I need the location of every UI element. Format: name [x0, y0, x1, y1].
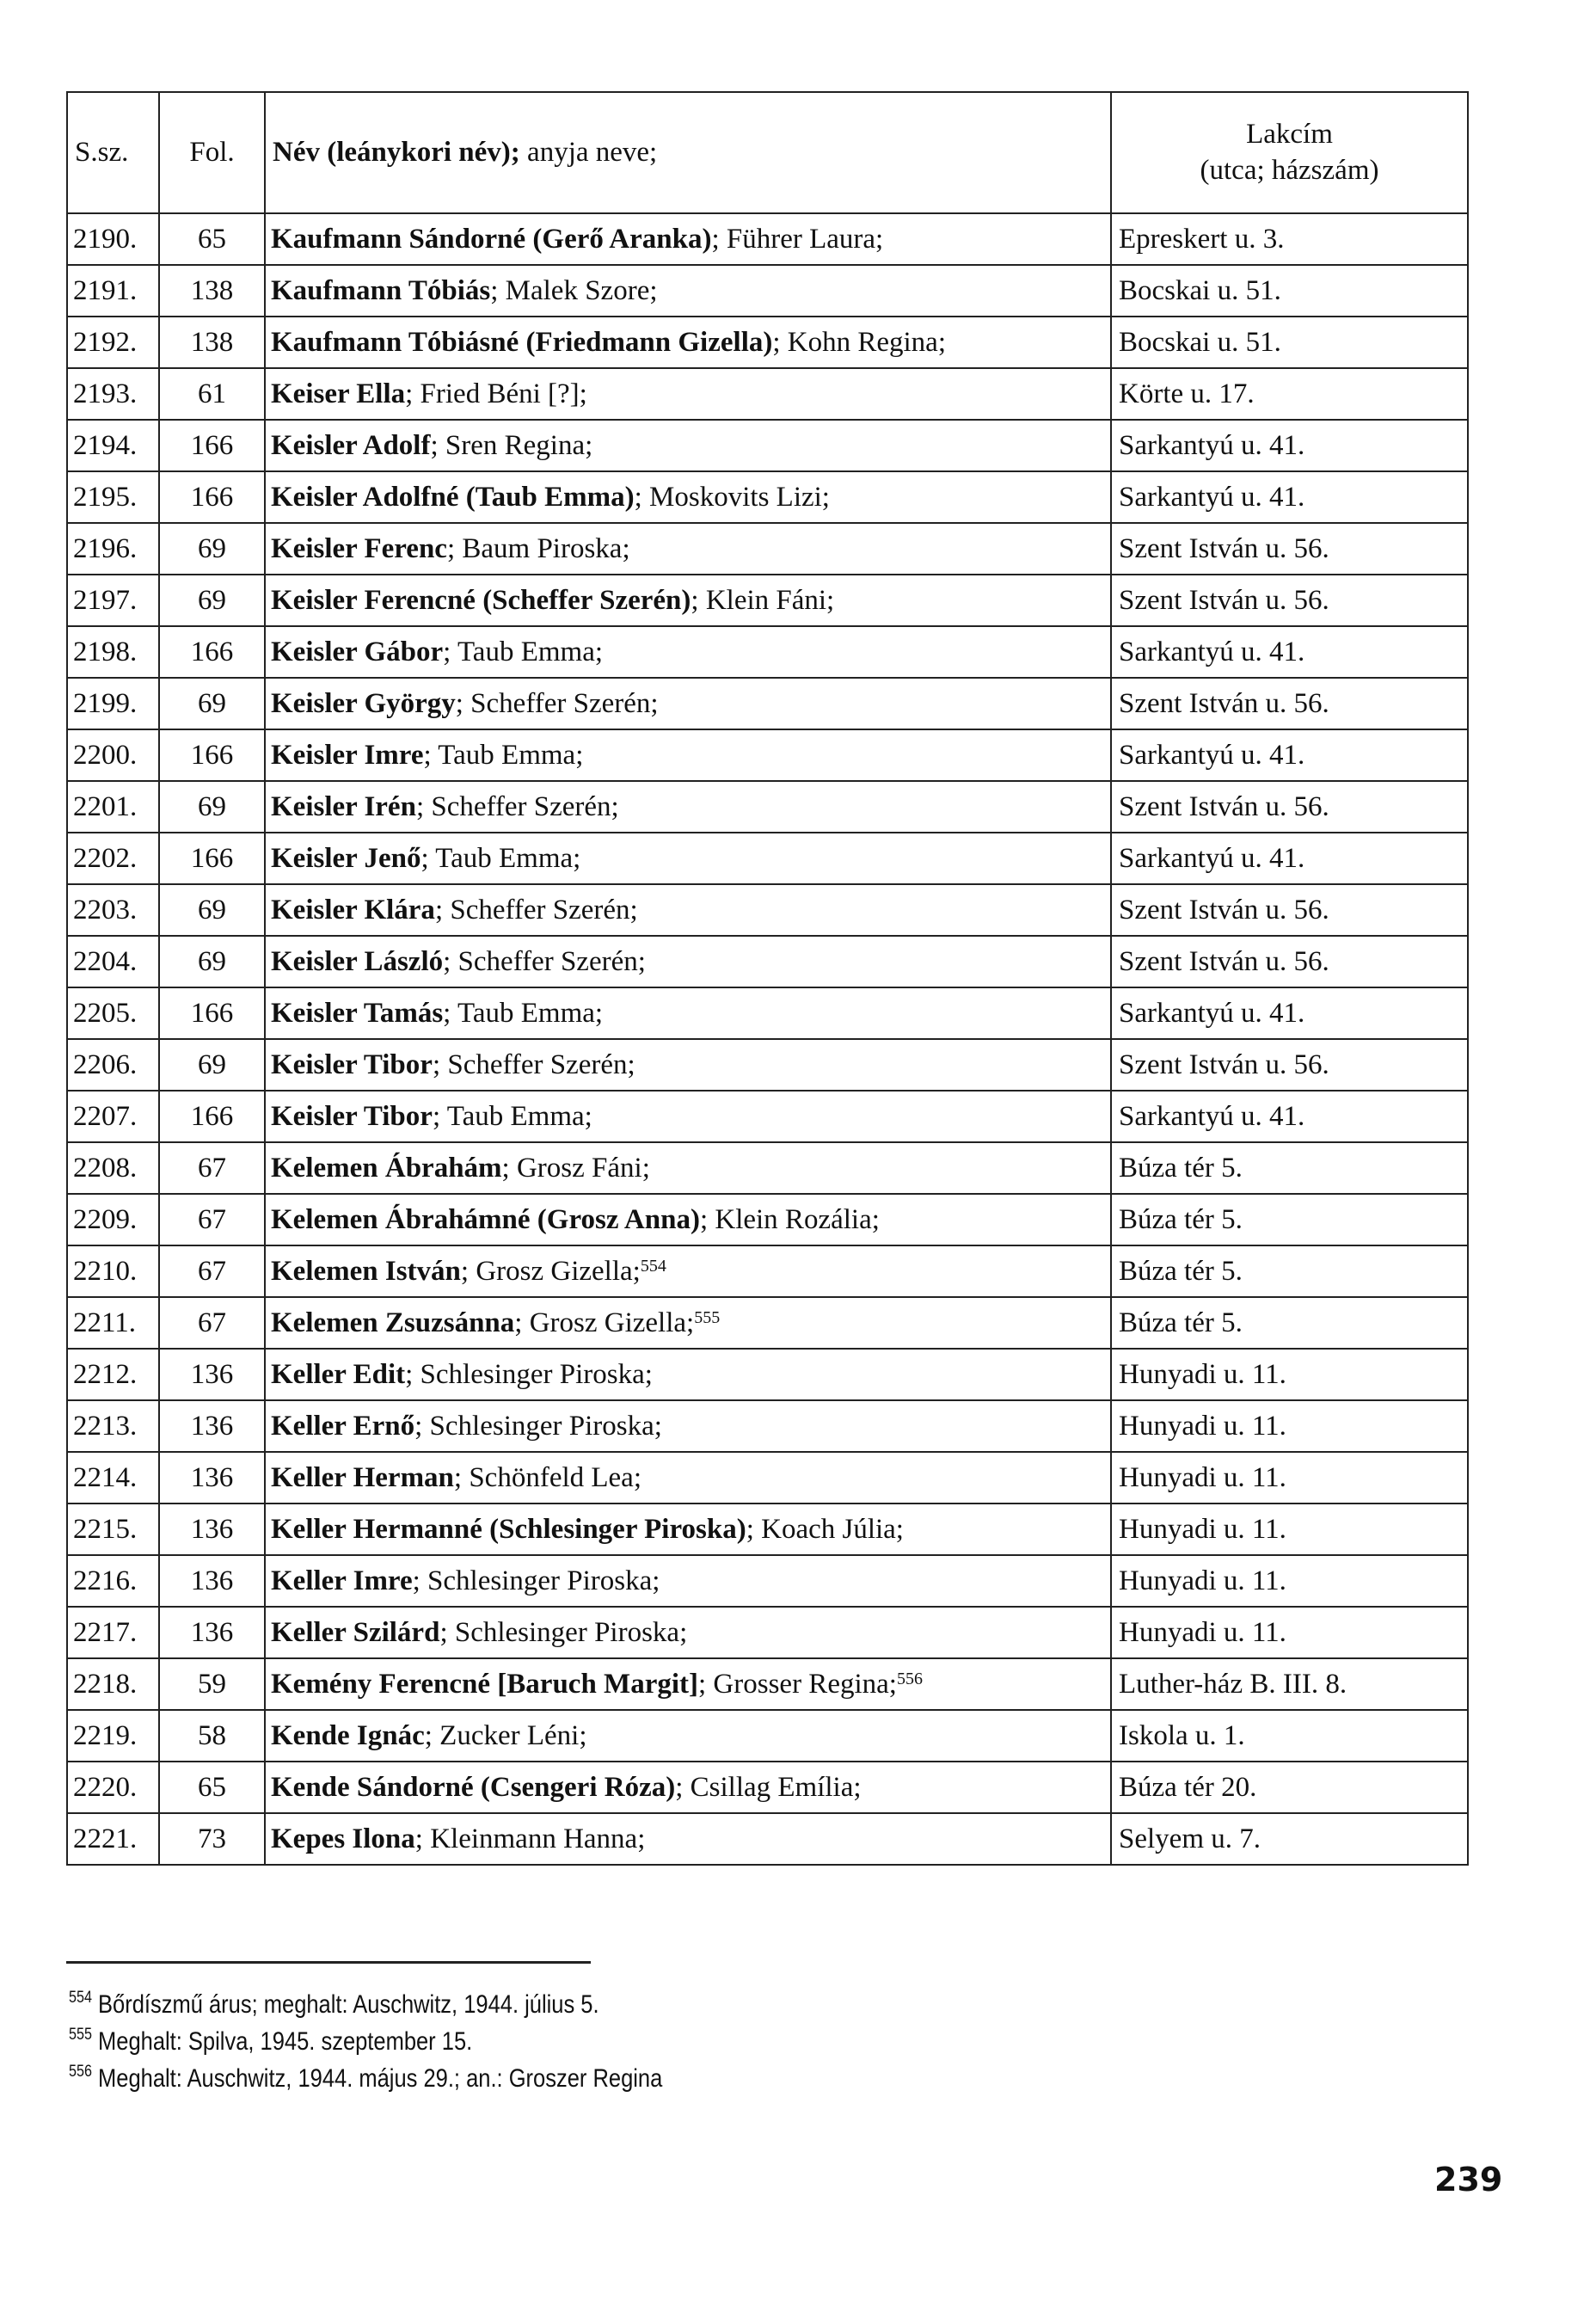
- serial-number: 2199.: [67, 678, 159, 729]
- table-row: [67, 729, 1468, 781]
- address: Hunyadi u. 11.: [1111, 1400, 1468, 1452]
- person-name: Keisler Tibor: [271, 1048, 433, 1080]
- footnote: [69, 1989, 599, 2020]
- header-address-line2: (utca; házszám): [1200, 154, 1379, 186]
- folio: 61: [159, 368, 265, 420]
- name-cell: [265, 1091, 1111, 1142]
- folio: 136: [159, 1504, 265, 1555]
- mother-name: ; Klein Rozália;: [699, 1203, 880, 1235]
- serial-number: 2210.: [67, 1245, 159, 1297]
- name-cell: [265, 1452, 1111, 1504]
- name-cell: [265, 523, 1111, 575]
- mother-name: ; Schönfeld Lea;: [453, 1461, 641, 1493]
- footnote-text: Meghalt: Auschwitz, 1944. május 29.; an.: Groszer Regina: [98, 2064, 663, 2093]
- header-name: [265, 92, 1111, 213]
- name-cell: [265, 1039, 1111, 1091]
- serial-number: 2209.: [67, 1194, 159, 1245]
- mother-name: ; Csillag Emília;: [675, 1771, 862, 1803]
- person-name: Keisler Adolfné (Taub Emma): [271, 481, 635, 513]
- person-name: Keisler Gábor: [271, 636, 444, 667]
- folio: 166: [159, 626, 265, 678]
- table-row: [67, 1142, 1468, 1194]
- table-row: [67, 1658, 1468, 1710]
- mother-name: ; Moskovits Lizi;: [634, 481, 830, 513]
- footnote: [69, 2026, 472, 2057]
- address: Szent István u. 56.: [1111, 936, 1468, 987]
- folio: 166: [159, 833, 265, 884]
- serial-number: 2204.: [67, 936, 159, 987]
- serial-number: 2218.: [67, 1658, 159, 1710]
- name-cell: [265, 729, 1111, 781]
- mother-name: ; Scheffer Szerén;: [434, 894, 638, 925]
- serial-number: 2202.: [67, 833, 159, 884]
- folio: 69: [159, 575, 265, 626]
- address: Hunyadi u. 11.: [1111, 1504, 1468, 1555]
- footnote-ref: 555: [694, 1307, 721, 1327]
- address: Sarkantyú u. 41.: [1111, 471, 1468, 523]
- mother-name: ; Sren Regina;: [430, 429, 593, 461]
- footnote-text: Meghalt: Spilva, 1945. szeptember 15.: [98, 2027, 473, 2056]
- mother-name: ; Grosz Fáni;: [501, 1152, 650, 1184]
- address: Sarkantyú u. 41.: [1111, 626, 1468, 678]
- person-name: Keisler Irén: [271, 790, 416, 822]
- mother-name: ; Grosz Gizella;: [460, 1255, 641, 1287]
- person-name: Kende Ignác: [271, 1719, 425, 1751]
- mother-name: ; Scheffer Szerén;: [432, 1048, 635, 1080]
- folio: 138: [159, 317, 265, 368]
- folio: 136: [159, 1400, 265, 1452]
- table-row: [67, 471, 1468, 523]
- serial-number: 2197.: [67, 575, 159, 626]
- folio: 166: [159, 729, 265, 781]
- mother-name: ; Taub Emma;: [423, 739, 584, 771]
- address: Iskola u. 1.: [1111, 1710, 1468, 1762]
- table-row: [67, 936, 1468, 987]
- footnote: [69, 2063, 662, 2094]
- table-row: [67, 884, 1468, 936]
- name-cell: [265, 317, 1111, 368]
- folio: 67: [159, 1245, 265, 1297]
- serial-number: 2205.: [67, 987, 159, 1039]
- name-cell: [265, 1245, 1111, 1297]
- mother-name: ; Taub Emma;: [443, 636, 604, 667]
- mother-name: ; Schlesinger Piroska;: [405, 1358, 653, 1390]
- folio: 73: [159, 1813, 265, 1865]
- name-cell: [265, 1142, 1111, 1194]
- serial-number: 2193.: [67, 368, 159, 420]
- register-table: [66, 91, 1469, 1866]
- person-name: Kende Sándorné (Csengeri Róza): [271, 1771, 676, 1803]
- header-fol: Fol.: [159, 92, 265, 213]
- folio: 136: [159, 1349, 265, 1400]
- table-row: [67, 1245, 1468, 1297]
- table-row: [67, 1762, 1468, 1813]
- table-row: [67, 1452, 1468, 1504]
- footnote-divider: [66, 1961, 591, 1964]
- person-name: Keisler Tamás: [271, 997, 444, 1029]
- serial-number: 2206.: [67, 1039, 159, 1091]
- folio: 69: [159, 884, 265, 936]
- header-name-bold: Név (leánykori név);: [273, 137, 520, 168]
- folio: 69: [159, 1039, 265, 1091]
- mother-name: ; Koach Júlia;: [746, 1513, 904, 1545]
- name-cell: [265, 1349, 1111, 1400]
- address: Szent István u. 56.: [1111, 678, 1468, 729]
- header-address: [1111, 92, 1468, 213]
- table-row: [67, 265, 1468, 317]
- table-row: [67, 1504, 1468, 1555]
- address: Sarkantyú u. 41.: [1111, 420, 1468, 471]
- person-name: Keisler Imre: [271, 739, 424, 771]
- person-name: Keisler László: [271, 945, 444, 977]
- mother-name: ; Scheffer Szerén;: [455, 687, 659, 719]
- table-row: [67, 781, 1468, 833]
- person-name: Keller Szilárd: [271, 1616, 440, 1648]
- footnote-number: 555: [69, 2026, 92, 2044]
- name-cell: [265, 626, 1111, 678]
- folio: 65: [159, 1762, 265, 1813]
- address: Luther-ház B. III. 8.: [1111, 1658, 1468, 1710]
- serial-number: 2191.: [67, 265, 159, 317]
- footnote-number: 554: [69, 1989, 92, 2007]
- person-name: Keller Hermanné (Schlesinger Piroska): [271, 1513, 746, 1545]
- table-row: [67, 1297, 1468, 1349]
- address: Búza tér 5.: [1111, 1194, 1468, 1245]
- page-number: 239: [1434, 2161, 1503, 2198]
- mother-name: ; Kleinmann Hanna;: [414, 1823, 646, 1854]
- folio: 166: [159, 420, 265, 471]
- header-name-rest: anyja neve;: [519, 137, 658, 168]
- person-name: Keisler Jenő: [271, 842, 421, 874]
- mother-name: ; Grosz Gizella;: [514, 1307, 695, 1338]
- serial-number: 2221.: [67, 1813, 159, 1865]
- address: Sarkantyú u. 41.: [1111, 987, 1468, 1039]
- mother-name: ; Baum Piroska;: [446, 532, 630, 564]
- table-row: [67, 575, 1468, 626]
- address: Sarkantyú u. 41.: [1111, 729, 1468, 781]
- serial-number: 2201.: [67, 781, 159, 833]
- folio: 136: [159, 1452, 265, 1504]
- mother-name: ; Zucker Léni;: [424, 1719, 587, 1751]
- table-row: [67, 420, 1468, 471]
- serial-number: 2216.: [67, 1555, 159, 1607]
- address: Búza tér 5.: [1111, 1142, 1468, 1194]
- folio: 136: [159, 1555, 265, 1607]
- person-name: Keisler Ferenc: [271, 532, 447, 564]
- table-row: [67, 1710, 1468, 1762]
- serial-number: 2190.: [67, 213, 159, 265]
- serial-number: 2194.: [67, 420, 159, 471]
- address: Hunyadi u. 11.: [1111, 1607, 1468, 1658]
- person-name: Keller Imre: [271, 1565, 413, 1596]
- table-body: [67, 213, 1468, 1865]
- name-cell: [265, 1400, 1111, 1452]
- address: Sarkantyú u. 41.: [1111, 833, 1468, 884]
- mother-name: ; Schlesinger Piroska;: [414, 1410, 662, 1442]
- person-name: Keisler György: [271, 687, 456, 719]
- table-row: [67, 1813, 1468, 1865]
- folio: 69: [159, 936, 265, 987]
- header-ssz: S.sz.: [67, 92, 159, 213]
- folio: 59: [159, 1658, 265, 1710]
- name-cell: [265, 265, 1111, 317]
- person-name: Kelemen István: [271, 1255, 461, 1287]
- name-cell: [265, 1194, 1111, 1245]
- table-row: [67, 1349, 1468, 1400]
- person-name: Kelemen Ábrahám: [271, 1152, 502, 1184]
- folio: 166: [159, 471, 265, 523]
- mother-name: ; Führer Laura;: [711, 223, 884, 255]
- table-row: [67, 213, 1468, 265]
- person-name: Keiser Ella: [271, 378, 406, 409]
- header-address-line1: Lakcím: [1246, 119, 1333, 151]
- person-name: Kepes Ilona: [271, 1823, 415, 1854]
- mother-name: ; Taub Emma;: [432, 1100, 592, 1132]
- table-row: [67, 1194, 1468, 1245]
- serial-number: 2196.: [67, 523, 159, 575]
- name-cell: [265, 213, 1111, 265]
- name-cell: [265, 781, 1111, 833]
- name-cell: [265, 987, 1111, 1039]
- mother-name: ; Klein Fáni;: [691, 584, 835, 616]
- person-name: Kelemen Ábrahámné (Grosz Anna): [271, 1203, 700, 1235]
- address: Bocskai u. 51.: [1111, 265, 1468, 317]
- name-cell: [265, 575, 1111, 626]
- serial-number: 2213.: [67, 1400, 159, 1452]
- serial-number: 2211.: [67, 1297, 159, 1349]
- footnote-ref: 554: [640, 1256, 666, 1276]
- name-cell: [265, 1813, 1111, 1865]
- table-row: [67, 1039, 1468, 1091]
- person-name: Kaufmann Tóbiásné (Friedmann Gizella): [271, 326, 773, 358]
- name-cell: [265, 1762, 1111, 1813]
- person-name: Keisler Ferencné (Scheffer Szerén): [271, 584, 691, 616]
- serial-number: 2212.: [67, 1349, 159, 1400]
- address: Szent István u. 56.: [1111, 781, 1468, 833]
- address: Körte u. 17.: [1111, 368, 1468, 420]
- mother-name: ; Grosser Regina;: [698, 1668, 897, 1700]
- serial-number: 2192.: [67, 317, 159, 368]
- name-cell: [265, 471, 1111, 523]
- folio: 166: [159, 1091, 265, 1142]
- address: Szent István u. 56.: [1111, 884, 1468, 936]
- name-cell: [265, 1555, 1111, 1607]
- address: Szent István u. 56.: [1111, 575, 1468, 626]
- serial-number: 2198.: [67, 626, 159, 678]
- table-row: [67, 1091, 1468, 1142]
- table-row: [67, 317, 1468, 368]
- table-row: [67, 626, 1468, 678]
- table-header: [67, 92, 1468, 213]
- folio: 67: [159, 1297, 265, 1349]
- address: Hunyadi u. 11.: [1111, 1452, 1468, 1504]
- serial-number: 2195.: [67, 471, 159, 523]
- serial-number: 2214.: [67, 1452, 159, 1504]
- folio: 136: [159, 1607, 265, 1658]
- mother-name: ; Scheffer Szerén;: [443, 945, 646, 977]
- table-row: [67, 987, 1468, 1039]
- name-cell: [265, 1710, 1111, 1762]
- mother-name: ; Taub Emma;: [443, 997, 604, 1029]
- name-cell: [265, 1658, 1111, 1710]
- name-cell: [265, 420, 1111, 471]
- name-cell: [265, 368, 1111, 420]
- address: Hunyadi u. 11.: [1111, 1349, 1468, 1400]
- serial-number: 2217.: [67, 1607, 159, 1658]
- mother-name: ; Scheffer Szerén;: [415, 790, 619, 822]
- table-row: [67, 523, 1468, 575]
- name-cell: [265, 884, 1111, 936]
- footnote-text: Bőrdíszmű árus; meghalt: Auschwitz, 1944. július 5.: [98, 1990, 599, 2019]
- person-name: Keller Herman: [271, 1461, 454, 1493]
- mother-name: ; Fried Béni [?];: [405, 378, 587, 409]
- address: Selyem u. 7.: [1111, 1813, 1468, 1865]
- serial-number: 2208.: [67, 1142, 159, 1194]
- address: Szent István u. 56.: [1111, 1039, 1468, 1091]
- name-cell: [265, 833, 1111, 884]
- person-name: Kelemen Zsuzsánna: [271, 1307, 515, 1338]
- address: Epreskert u. 3.: [1111, 213, 1468, 265]
- person-name: Keisler Tibor: [271, 1100, 433, 1132]
- footnote-number: 556: [69, 2063, 92, 2081]
- table-row: [67, 833, 1468, 884]
- name-cell: [265, 678, 1111, 729]
- folio: 69: [159, 781, 265, 833]
- table-row: [67, 1555, 1468, 1607]
- address: Búza tér 5.: [1111, 1245, 1468, 1297]
- serial-number: 2207.: [67, 1091, 159, 1142]
- name-cell: [265, 1504, 1111, 1555]
- table-row: [67, 1607, 1468, 1658]
- serial-number: 2200.: [67, 729, 159, 781]
- folio: 67: [159, 1142, 265, 1194]
- serial-number: 2203.: [67, 884, 159, 936]
- serial-number: 2219.: [67, 1710, 159, 1762]
- mother-name: ; Malek Szore;: [490, 274, 658, 306]
- folio: 166: [159, 987, 265, 1039]
- person-name: Kaufmann Tóbiás: [271, 274, 491, 306]
- name-cell: [265, 1607, 1111, 1658]
- person-name: Keisler Klára: [271, 894, 435, 925]
- folio: 69: [159, 523, 265, 575]
- address: Hunyadi u. 11.: [1111, 1555, 1468, 1607]
- mother-name: ; Kohn Regina;: [772, 326, 947, 358]
- address: Búza tér 5.: [1111, 1297, 1468, 1349]
- address: Búza tér 20.: [1111, 1762, 1468, 1813]
- mother-name: ; Schlesinger Piroska;: [412, 1565, 660, 1596]
- table-row: [67, 1400, 1468, 1452]
- serial-number: 2215.: [67, 1504, 159, 1555]
- person-name: Keisler Adolf: [271, 429, 431, 461]
- folio: 65: [159, 213, 265, 265]
- folio: 138: [159, 265, 265, 317]
- folio: 67: [159, 1194, 265, 1245]
- address: Sarkantyú u. 41.: [1111, 1091, 1468, 1142]
- address: Szent István u. 56.: [1111, 523, 1468, 575]
- address: Bocskai u. 51.: [1111, 317, 1468, 368]
- serial-number: 2220.: [67, 1762, 159, 1813]
- folio: 58: [159, 1710, 265, 1762]
- person-name: Keller Ernő: [271, 1410, 415, 1442]
- person-name: Keller Edit: [271, 1358, 406, 1390]
- table-row: [67, 368, 1468, 420]
- person-name: Kemény Ferencné [Baruch Margit]: [271, 1668, 698, 1700]
- folio: 69: [159, 678, 265, 729]
- table-row: [67, 678, 1468, 729]
- footnote-ref: 556: [896, 1669, 923, 1688]
- name-cell: [265, 936, 1111, 987]
- name-cell: [265, 1297, 1111, 1349]
- mother-name: ; Schlesinger Piroska;: [439, 1616, 688, 1648]
- mother-name: ; Taub Emma;: [420, 842, 581, 874]
- person-name: Kaufmann Sándorné (Gerő Aranka): [271, 223, 712, 255]
